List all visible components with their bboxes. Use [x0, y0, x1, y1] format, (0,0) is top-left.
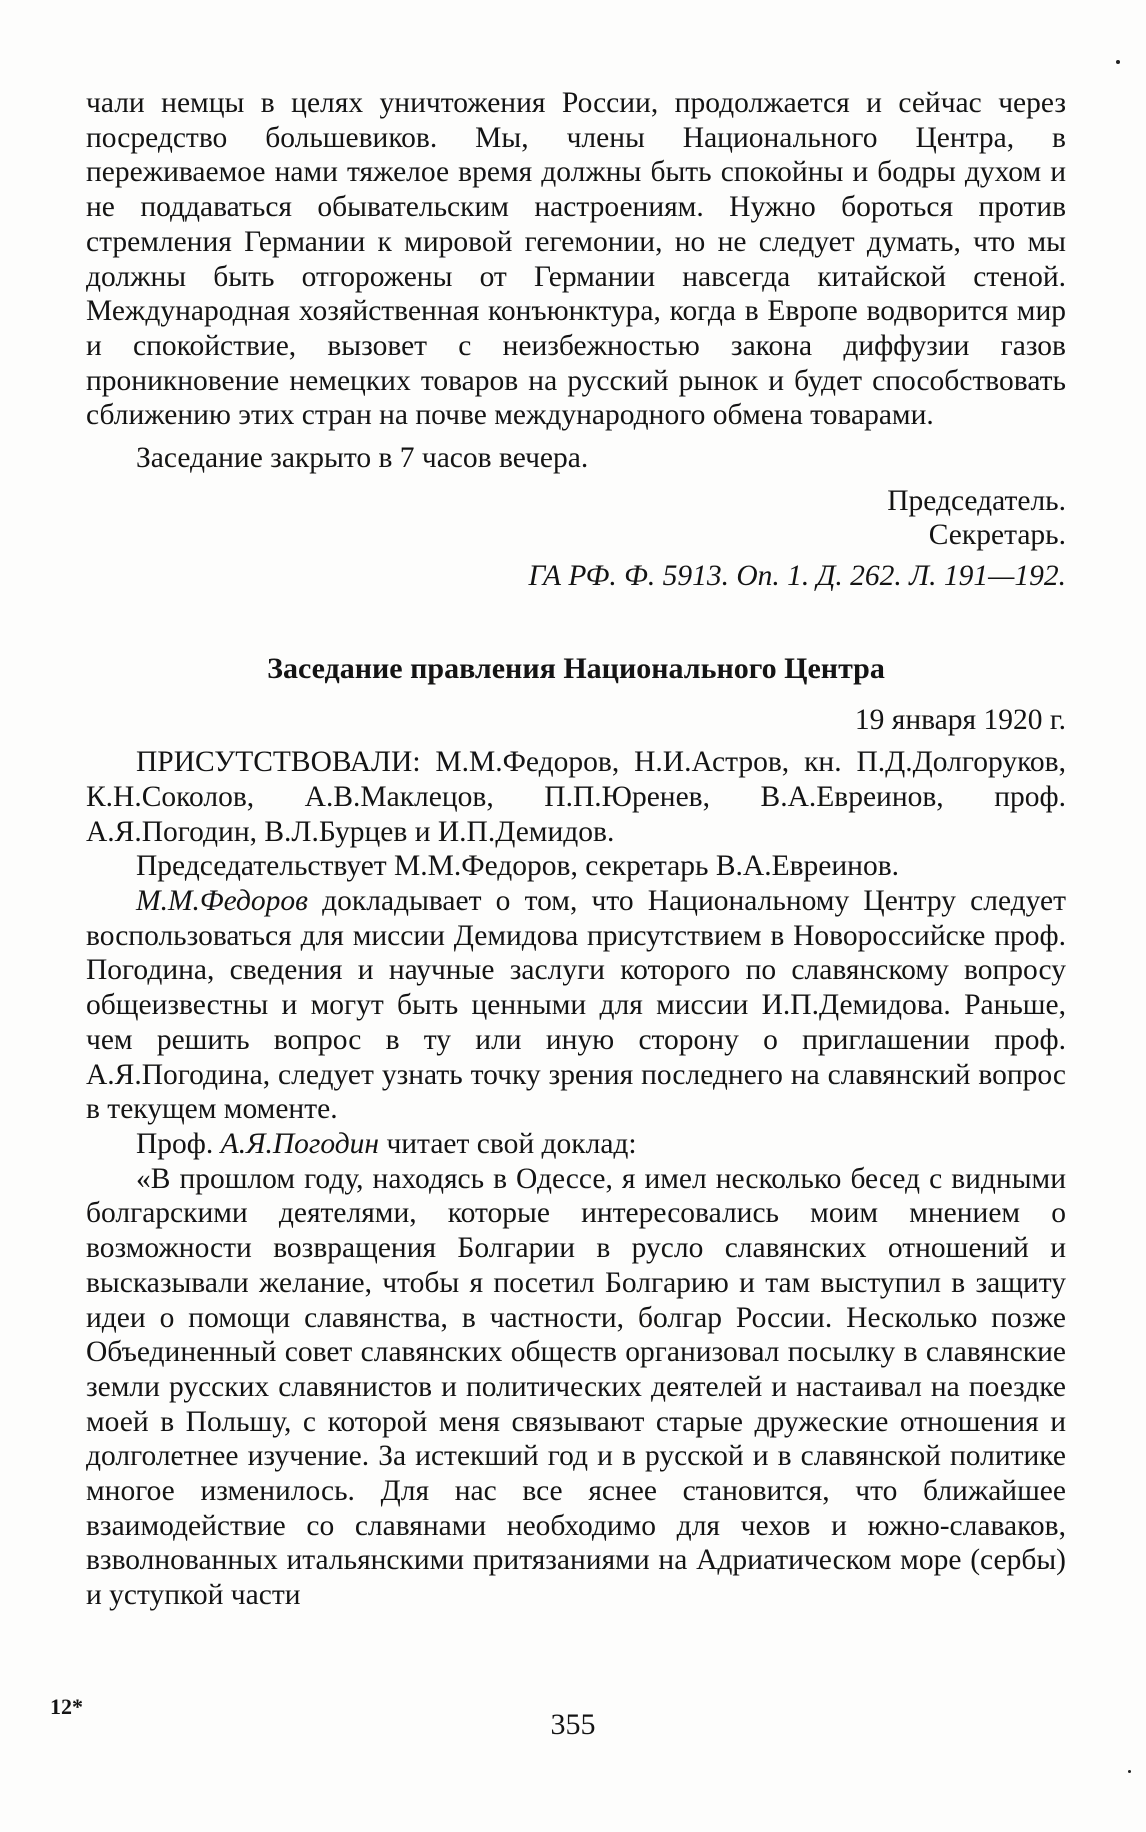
signature-chairman: Председатель. [887, 484, 1066, 517]
continuation-paragraph: чали немцы в целях уничтожения России, продолжается и сейчас через посредство большевиков. Мы, члены Национального Центра, в переживаемое нами тяжелое время должны быть спокойны и бодры духом и не поддаваться обывательским настроениям. Нужно бороться против стремления Германии к мировой гегемонии, но не следует думать, что мы должны быть отгорожены от Германии навсегда китайской стеной. Международная хозяйственная конъюнктура, когда в Европе водворится мир и спокойствие, вызовет с неизбежностью закона диффузии газов проникновение немецких товаров на русский рынок и будет способствовать сближению этих стран на почве международного обмена товарами. [86, 87, 1066, 432]
archive-source: ГА РФ. Ф. 5913. Оп. 1. Д. 262. Л. 191—192. [528, 560, 1066, 593]
signature-mark: 12* [50, 1694, 83, 1719]
meeting-date: 19 января 1920 г. [854, 703, 1066, 736]
chair-paragraph: Председательствует М.М.Федоров, секретарь В.А.Евреинов. [136, 850, 900, 883]
pogodin-intro [86, 1127, 1066, 1162]
speaker-name: А.Я.Погодин [220, 1127, 380, 1160]
print-speck [1128, 1770, 1131, 1773]
speaker-name: М.М.Федоров [136, 885, 308, 918]
pogodin-text: читает свой доклад: [379, 1127, 637, 1160]
attendees-paragraph: ПРИСУТСТВОВАЛИ: М.М.Федоров, Н.И.Астров, кн. П.Д.Долгоруков, К.Н.Соколов, А.В.Маклецов, П.П.Юренев, В.А.Евреинов, проф. А.Я.Погодин, В.Л.Бурцев и И.П.Демидов. [86, 746, 1066, 848]
report-paragraph: «В прошлом году, находясь в Одессе, я имел несколько бесед с видными болгарскими деятелями, которые интересовались моим мнением о возможности возвращения Болгарии в русло славянских отношений и высказывали желание, чтобы я посетил Болгарию и там выступил в защиту идеи о помощи славянства, в частности, болгар России. Несколько позже Объединенный совет славянских обществ организовал посылку в славянские земли русских славянистов и политических деятелей и настаивал на поездке моей в Польшу, с которой меня связывают старые дружеские отношения и долголетнее изучение. За истекший год и в русской и в славянской политике многое изменилось. Для нас все яснее становится, что ближайшее взаимодействие со славянами необходимо для чехов и южно-славаков, взволнованных итальянскими притязаниями на Адриатическом море (сербы) и уступкой части [86, 1162, 1066, 1612]
text-body [86, 86, 1066, 1613]
print-speck [1116, 60, 1120, 64]
fedorov-paragraph [86, 884, 1066, 1127]
pogodin-prefix: Проф. [136, 1127, 221, 1160]
page-number: 355 [550, 1708, 596, 1741]
section-heading: Заседание правления Национального Центра [267, 651, 885, 685]
signature-secretary: Секретарь. [928, 519, 1066, 552]
fedorov-text: докладывает о том, что Национальному Центру следует воспользоваться для миссии Демидова присутствием в Новороссийске проф. Погодина, сведения и научные заслуги которого по славянскому вопросу общеизвестны и могут быть ценными для миссии И.П.Демидова. Раньше, чем решить вопрос в ту или иную сторону о приглашении проф. А.Я.Погодина, следует узнать точку зрения последнего на славянский вопрос в текущем моменте. [86, 885, 1066, 1126]
closing-line: Заседание закрыто в 7 часов вечера. [136, 442, 589, 475]
